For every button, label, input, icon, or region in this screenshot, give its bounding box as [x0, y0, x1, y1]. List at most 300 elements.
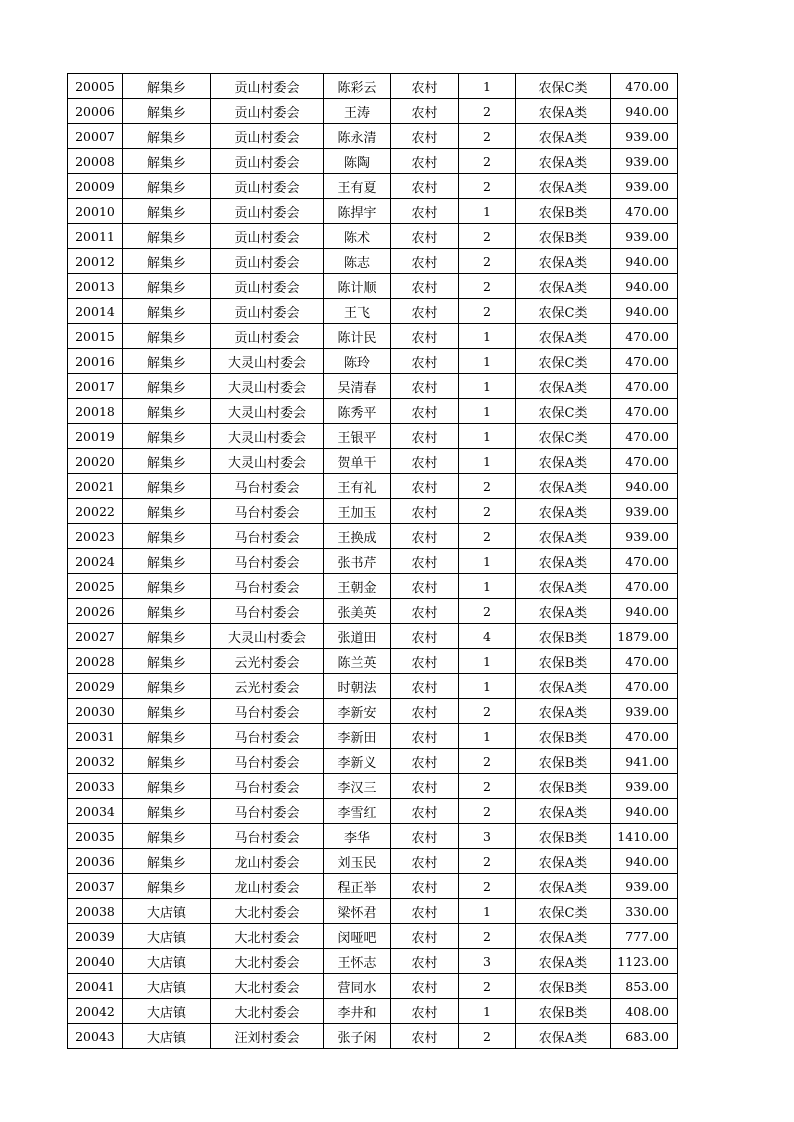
record-id-cell: 20015	[68, 324, 123, 349]
person-name-cell: 李雪红	[324, 799, 391, 824]
table-row	[68, 624, 678, 649]
record-id-cell: 20024	[68, 549, 123, 574]
insurance-category-cell: 农保C类	[516, 74, 611, 99]
table-body	[68, 74, 678, 1049]
household-type-cell: 农村	[391, 474, 459, 499]
household-type-cell: 农村	[391, 724, 459, 749]
township-cell: 解集乡	[123, 724, 211, 749]
amount-cell: 940.00	[611, 274, 678, 299]
township-cell: 解集乡	[123, 849, 211, 874]
table-row	[68, 399, 678, 424]
household-type-cell: 农村	[391, 899, 459, 924]
amount-cell: 408.00	[611, 999, 678, 1024]
person-name-cell: 陈术	[324, 224, 391, 249]
household-count-cell: 2	[459, 249, 516, 274]
household-count-cell: 2	[459, 274, 516, 299]
table-row	[68, 149, 678, 174]
amount-cell: 330.00	[611, 899, 678, 924]
township-cell: 解集乡	[123, 249, 211, 274]
record-id-cell: 20019	[68, 424, 123, 449]
village-committee-cell: 马台村委会	[211, 799, 324, 824]
record-id-cell: 20008	[68, 149, 123, 174]
household-type-cell: 农村	[391, 1024, 459, 1049]
household-type-cell: 农村	[391, 274, 459, 299]
household-type-cell: 农村	[391, 449, 459, 474]
township-cell: 解集乡	[123, 349, 211, 374]
amount-cell: 470.00	[611, 199, 678, 224]
record-id-cell: 20014	[68, 299, 123, 324]
village-committee-cell: 大灵山村委会	[211, 374, 324, 399]
township-cell: 解集乡	[123, 674, 211, 699]
village-committee-cell: 大北村委会	[211, 999, 324, 1024]
amount-cell: 940.00	[611, 249, 678, 274]
village-committee-cell: 贡山村委会	[211, 299, 324, 324]
household-type-cell: 农村	[391, 774, 459, 799]
household-count-cell: 2	[459, 99, 516, 124]
insurance-category-cell: 农保B类	[516, 999, 611, 1024]
record-id-cell: 20032	[68, 749, 123, 774]
insurance-category-cell: 农保A类	[516, 274, 611, 299]
village-committee-cell: 贡山村委会	[211, 99, 324, 124]
person-name-cell: 王加玉	[324, 499, 391, 524]
insurance-category-cell: 农保C类	[516, 349, 611, 374]
table-row	[68, 299, 678, 324]
amount-cell: 470.00	[611, 324, 678, 349]
household-count-cell: 2	[459, 499, 516, 524]
household-count-cell: 1	[459, 349, 516, 374]
amount-cell: 940.00	[611, 599, 678, 624]
person-name-cell: 陈永清	[324, 124, 391, 149]
insurance-category-cell: 农保B类	[516, 724, 611, 749]
household-type-cell: 农村	[391, 749, 459, 774]
township-cell: 解集乡	[123, 624, 211, 649]
township-cell: 解集乡	[123, 799, 211, 824]
village-committee-cell: 马台村委会	[211, 499, 324, 524]
township-cell: 解集乡	[123, 299, 211, 324]
village-committee-cell: 贡山村委会	[211, 324, 324, 349]
table-row	[68, 824, 678, 849]
record-id-cell: 20011	[68, 224, 123, 249]
person-name-cell: 程正举	[324, 874, 391, 899]
person-name-cell: 刘玉民	[324, 849, 391, 874]
person-name-cell: 张道田	[324, 624, 391, 649]
household-count-cell: 2	[459, 749, 516, 774]
insurance-category-cell: 农保A类	[516, 874, 611, 899]
village-committee-cell: 贡山村委会	[211, 149, 324, 174]
household-type-cell: 农村	[391, 499, 459, 524]
household-type-cell: 农村	[391, 249, 459, 274]
record-id-cell: 20021	[68, 474, 123, 499]
village-committee-cell: 贡山村委会	[211, 124, 324, 149]
household-count-cell: 2	[459, 149, 516, 174]
person-name-cell: 陈志	[324, 249, 391, 274]
amount-cell: 939.00	[611, 124, 678, 149]
insurance-category-cell: 农保B类	[516, 649, 611, 674]
household-count-cell: 2	[459, 699, 516, 724]
insurance-category-cell: 农保A类	[516, 499, 611, 524]
household-type-cell: 农村	[391, 674, 459, 699]
household-type-cell: 农村	[391, 574, 459, 599]
village-committee-cell: 马台村委会	[211, 474, 324, 499]
record-id-cell: 20028	[68, 649, 123, 674]
amount-cell: 470.00	[611, 399, 678, 424]
insurance-category-cell: 农保A类	[516, 949, 611, 974]
amount-cell: 939.00	[611, 524, 678, 549]
household-type-cell: 农村	[391, 74, 459, 99]
household-count-cell: 2	[459, 874, 516, 899]
person-name-cell: 李汉三	[324, 774, 391, 799]
table-row	[68, 674, 678, 699]
village-committee-cell: 贡山村委会	[211, 174, 324, 199]
record-id-cell: 20031	[68, 724, 123, 749]
table-row	[68, 224, 678, 249]
person-name-cell: 王涛	[324, 99, 391, 124]
amount-cell: 470.00	[611, 574, 678, 599]
village-committee-cell: 贡山村委会	[211, 249, 324, 274]
insurance-category-cell: 农保A类	[516, 924, 611, 949]
township-cell: 大店镇	[123, 899, 211, 924]
township-cell: 解集乡	[123, 174, 211, 199]
person-name-cell: 贺单干	[324, 449, 391, 474]
person-name-cell: 陈彩云	[324, 74, 391, 99]
insurance-category-cell: 农保A类	[516, 849, 611, 874]
table-row	[68, 799, 678, 824]
village-committee-cell: 贡山村委会	[211, 274, 324, 299]
township-cell: 解集乡	[123, 424, 211, 449]
table-row	[68, 449, 678, 474]
household-count-cell: 1	[459, 674, 516, 699]
village-committee-cell: 马台村委会	[211, 574, 324, 599]
record-id-cell: 20005	[68, 74, 123, 99]
township-cell: 解集乡	[123, 524, 211, 549]
person-name-cell: 张美英	[324, 599, 391, 624]
table-row	[68, 549, 678, 574]
household-type-cell: 农村	[391, 99, 459, 124]
amount-cell: 1410.00	[611, 824, 678, 849]
record-id-cell: 20042	[68, 999, 123, 1024]
household-count-cell: 1	[459, 549, 516, 574]
village-committee-cell: 大灵山村委会	[211, 624, 324, 649]
household-type-cell: 农村	[391, 874, 459, 899]
person-name-cell: 时朝法	[324, 674, 391, 699]
village-committee-cell: 马台村委会	[211, 749, 324, 774]
township-cell: 大店镇	[123, 1024, 211, 1049]
household-count-cell: 2	[459, 124, 516, 149]
household-count-cell: 2	[459, 524, 516, 549]
village-committee-cell: 大灵山村委会	[211, 449, 324, 474]
village-committee-cell: 马台村委会	[211, 599, 324, 624]
record-id-cell: 20034	[68, 799, 123, 824]
township-cell: 解集乡	[123, 499, 211, 524]
village-committee-cell: 大灵山村委会	[211, 424, 324, 449]
person-name-cell: 陈陶	[324, 149, 391, 174]
household-count-cell: 4	[459, 624, 516, 649]
person-name-cell: 王飞	[324, 299, 391, 324]
insurance-category-cell: 农保A类	[516, 574, 611, 599]
household-type-cell: 农村	[391, 999, 459, 1024]
township-cell: 解集乡	[123, 774, 211, 799]
insurance-category-cell: 农保C类	[516, 299, 611, 324]
amount-cell: 940.00	[611, 99, 678, 124]
table-row	[68, 874, 678, 899]
record-id-cell: 20020	[68, 449, 123, 474]
household-count-cell: 1	[459, 899, 516, 924]
household-count-cell: 2	[459, 974, 516, 999]
township-cell: 解集乡	[123, 874, 211, 899]
township-cell: 解集乡	[123, 824, 211, 849]
insurance-category-cell: 农保A类	[516, 549, 611, 574]
record-id-cell: 20035	[68, 824, 123, 849]
amount-cell: 470.00	[611, 424, 678, 449]
household-type-cell: 农村	[391, 599, 459, 624]
township-cell: 解集乡	[123, 324, 211, 349]
household-count-cell: 1	[459, 374, 516, 399]
record-id-cell: 20012	[68, 249, 123, 274]
township-cell: 大店镇	[123, 924, 211, 949]
relief-roster-table	[67, 73, 678, 1049]
insurance-category-cell: 农保A类	[516, 799, 611, 824]
household-type-cell: 农村	[391, 299, 459, 324]
insurance-category-cell: 农保A类	[516, 324, 611, 349]
insurance-category-cell: 农保C类	[516, 899, 611, 924]
insurance-category-cell: 农保B类	[516, 224, 611, 249]
household-type-cell: 农村	[391, 699, 459, 724]
household-count-cell: 3	[459, 949, 516, 974]
household-type-cell: 农村	[391, 199, 459, 224]
amount-cell: 1879.00	[611, 624, 678, 649]
village-committee-cell: 马台村委会	[211, 524, 324, 549]
township-cell: 解集乡	[123, 149, 211, 174]
record-id-cell: 20010	[68, 199, 123, 224]
amount-cell: 470.00	[611, 549, 678, 574]
amount-cell: 939.00	[611, 699, 678, 724]
table-row	[68, 574, 678, 599]
township-cell: 解集乡	[123, 549, 211, 574]
amount-cell: 939.00	[611, 174, 678, 199]
amount-cell: 939.00	[611, 149, 678, 174]
person-name-cell: 王朝金	[324, 574, 391, 599]
record-id-cell: 20006	[68, 99, 123, 124]
record-id-cell: 20016	[68, 349, 123, 374]
insurance-category-cell: 农保B类	[516, 199, 611, 224]
village-committee-cell: 大北村委会	[211, 974, 324, 999]
insurance-category-cell: 农保B类	[516, 774, 611, 799]
amount-cell: 940.00	[611, 799, 678, 824]
table-row	[68, 499, 678, 524]
record-id-cell: 20029	[68, 674, 123, 699]
record-id-cell: 20033	[68, 774, 123, 799]
insurance-category-cell: 农保A类	[516, 149, 611, 174]
table-row	[68, 99, 678, 124]
household-count-cell: 1	[459, 449, 516, 474]
household-type-cell: 农村	[391, 224, 459, 249]
village-committee-cell: 大北村委会	[211, 924, 324, 949]
township-cell: 解集乡	[123, 399, 211, 424]
insurance-category-cell: 农保B类	[516, 974, 611, 999]
table-row	[68, 274, 678, 299]
household-type-cell: 农村	[391, 324, 459, 349]
person-name-cell: 王换成	[324, 524, 391, 549]
household-count-cell: 2	[459, 299, 516, 324]
record-id-cell: 20022	[68, 499, 123, 524]
amount-cell: 470.00	[611, 74, 678, 99]
person-name-cell: 闵哑吧	[324, 924, 391, 949]
insurance-category-cell: 农保A类	[516, 1024, 611, 1049]
township-cell: 解集乡	[123, 749, 211, 774]
household-type-cell: 农村	[391, 149, 459, 174]
table-row	[68, 124, 678, 149]
township-cell: 解集乡	[123, 374, 211, 399]
household-count-cell: 1	[459, 649, 516, 674]
person-name-cell: 王怀志	[324, 949, 391, 974]
person-name-cell: 陈计民	[324, 324, 391, 349]
amount-cell: 940.00	[611, 474, 678, 499]
household-type-cell: 农村	[391, 649, 459, 674]
household-type-cell: 农村	[391, 924, 459, 949]
township-cell: 解集乡	[123, 599, 211, 624]
person-name-cell: 李新安	[324, 699, 391, 724]
household-type-cell: 农村	[391, 549, 459, 574]
person-name-cell: 李新义	[324, 749, 391, 774]
insurance-category-cell: 农保A类	[516, 524, 611, 549]
village-committee-cell: 马台村委会	[211, 699, 324, 724]
household-count-cell: 1	[459, 199, 516, 224]
village-committee-cell: 云光村委会	[211, 674, 324, 699]
amount-cell: 1123.00	[611, 949, 678, 974]
household-count-cell: 2	[459, 924, 516, 949]
insurance-category-cell: 农保A类	[516, 599, 611, 624]
township-cell: 解集乡	[123, 574, 211, 599]
household-count-cell: 2	[459, 849, 516, 874]
amount-cell: 470.00	[611, 649, 678, 674]
village-committee-cell: 马台村委会	[211, 824, 324, 849]
village-committee-cell: 贡山村委会	[211, 224, 324, 249]
insurance-category-cell: 农保A类	[516, 99, 611, 124]
village-committee-cell: 龙山村委会	[211, 849, 324, 874]
household-type-cell: 农村	[391, 624, 459, 649]
household-count-cell: 2	[459, 224, 516, 249]
household-type-cell: 农村	[391, 949, 459, 974]
household-count-cell: 2	[459, 599, 516, 624]
household-type-cell: 农村	[391, 824, 459, 849]
village-committee-cell: 马台村委会	[211, 774, 324, 799]
village-committee-cell: 大灵山村委会	[211, 399, 324, 424]
household-type-cell: 农村	[391, 374, 459, 399]
household-count-cell: 2	[459, 1024, 516, 1049]
township-cell: 解集乡	[123, 649, 211, 674]
insurance-category-cell: 农保A类	[516, 474, 611, 499]
insurance-category-cell: 农保C类	[516, 399, 611, 424]
table-row	[68, 949, 678, 974]
insurance-category-cell: 农保C类	[516, 424, 611, 449]
township-cell: 解集乡	[123, 699, 211, 724]
table-row	[68, 199, 678, 224]
table-row	[68, 849, 678, 874]
township-cell: 大店镇	[123, 999, 211, 1024]
record-id-cell: 20038	[68, 899, 123, 924]
amount-cell: 470.00	[611, 349, 678, 374]
amount-cell: 777.00	[611, 924, 678, 949]
person-name-cell: 陈捍宇	[324, 199, 391, 224]
household-count-cell: 1	[459, 574, 516, 599]
township-cell: 大店镇	[123, 949, 211, 974]
table-row	[68, 699, 678, 724]
table-row	[68, 249, 678, 274]
village-committee-cell: 大北村委会	[211, 949, 324, 974]
household-type-cell: 农村	[391, 349, 459, 374]
person-name-cell: 李井和	[324, 999, 391, 1024]
village-committee-cell: 贡山村委会	[211, 74, 324, 99]
record-id-cell: 20040	[68, 949, 123, 974]
person-name-cell: 陈计顺	[324, 274, 391, 299]
insurance-category-cell: 农保A类	[516, 249, 611, 274]
person-name-cell: 梁怀君	[324, 899, 391, 924]
amount-cell: 470.00	[611, 674, 678, 699]
village-committee-cell: 马台村委会	[211, 549, 324, 574]
township-cell: 大店镇	[123, 974, 211, 999]
township-cell: 解集乡	[123, 124, 211, 149]
table-row	[68, 924, 678, 949]
township-cell: 解集乡	[123, 474, 211, 499]
table-row	[68, 599, 678, 624]
village-committee-cell: 大灵山村委会	[211, 349, 324, 374]
record-id-cell: 20013	[68, 274, 123, 299]
table-row	[68, 349, 678, 374]
amount-cell: 939.00	[611, 874, 678, 899]
household-count-cell: 1	[459, 324, 516, 349]
person-name-cell: 王有礼	[324, 474, 391, 499]
amount-cell: 939.00	[611, 774, 678, 799]
township-cell: 解集乡	[123, 274, 211, 299]
person-name-cell: 李华	[324, 824, 391, 849]
table-row	[68, 74, 678, 99]
amount-cell: 683.00	[611, 1024, 678, 1049]
record-id-cell: 20041	[68, 974, 123, 999]
person-name-cell: 张子闲	[324, 1024, 391, 1049]
insurance-category-cell: 农保A类	[516, 374, 611, 399]
village-committee-cell: 龙山村委会	[211, 874, 324, 899]
household-type-cell: 农村	[391, 124, 459, 149]
household-count-cell: 2	[459, 474, 516, 499]
person-name-cell: 王银平	[324, 424, 391, 449]
household-count-cell: 1	[459, 724, 516, 749]
household-type-cell: 农村	[391, 974, 459, 999]
amount-cell: 939.00	[611, 224, 678, 249]
household-count-cell: 1	[459, 399, 516, 424]
village-committee-cell: 贡山村委会	[211, 199, 324, 224]
record-id-cell: 20043	[68, 1024, 123, 1049]
amount-cell: 470.00	[611, 449, 678, 474]
insurance-category-cell: 农保A类	[516, 699, 611, 724]
table-row	[68, 999, 678, 1024]
person-name-cell: 张书芹	[324, 549, 391, 574]
insurance-category-cell: 农保A类	[516, 449, 611, 474]
person-name-cell: 陈秀平	[324, 399, 391, 424]
insurance-category-cell: 农保A类	[516, 174, 611, 199]
insurance-category-cell: 农保A类	[516, 674, 611, 699]
record-id-cell: 20030	[68, 699, 123, 724]
insurance-category-cell: 农保B类	[516, 749, 611, 774]
record-id-cell: 20025	[68, 574, 123, 599]
record-id-cell: 20036	[68, 849, 123, 874]
table-row	[68, 974, 678, 999]
household-type-cell: 农村	[391, 849, 459, 874]
village-committee-cell: 马台村委会	[211, 724, 324, 749]
table-row	[68, 749, 678, 774]
household-count-cell: 2	[459, 799, 516, 824]
person-name-cell: 李新田	[324, 724, 391, 749]
household-type-cell: 农村	[391, 424, 459, 449]
